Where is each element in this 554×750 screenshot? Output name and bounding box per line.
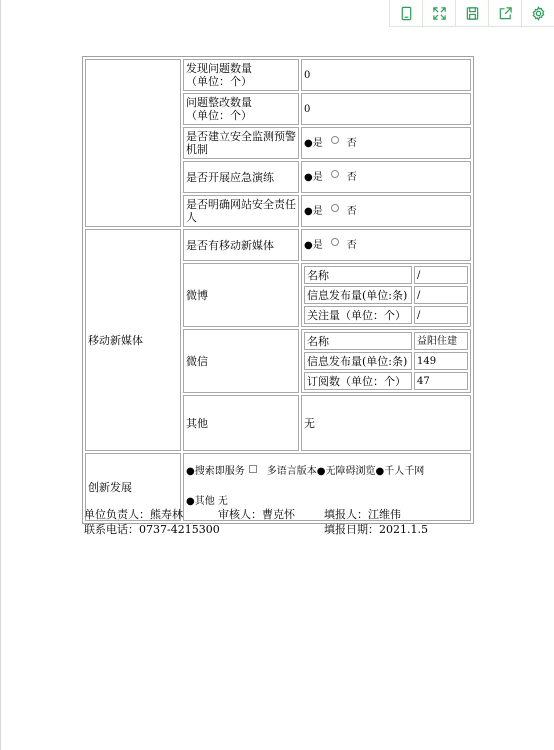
table-row — [304, 352, 468, 370]
radio-yes-selected[interactable]: ●是 — [304, 206, 323, 217]
filler: 填报人：江维伟 — [324, 508, 401, 521]
wechat-value: 47 — [414, 372, 468, 390]
contact-phone: 联系电话：0737-4215300 — [84, 523, 220, 536]
weibo-key: 信息发布量(单位:条) — [304, 286, 412, 304]
innovation-other[interactable]: ●其他 无 — [186, 496, 228, 507]
drill-label: 是否开展应急演练 — [183, 161, 299, 193]
radio-no[interactable] — [331, 204, 339, 212]
fixed-issues-label: 问题整改数量 （单位：个） — [183, 93, 299, 125]
other-media-label: 其他 — [183, 395, 299, 451]
drill-radio-group — [301, 161, 471, 193]
weibo-label: 微博 — [183, 263, 299, 327]
found-issues-value: 0 — [301, 59, 471, 91]
wechat-value: 益阳住建 — [414, 332, 468, 350]
has-mobile-radio-group — [301, 229, 471, 261]
table-row — [304, 266, 468, 284]
weibo-details-table — [302, 264, 470, 326]
multilang-checkbox[interactable] — [249, 465, 257, 473]
weibo-details-cell — [301, 263, 471, 327]
weibo-key: 关注量（单位：个） — [304, 306, 412, 324]
barrier-free-option[interactable]: ●无障碍浏览 — [316, 466, 376, 477]
wechat-key: 订阅数（单位：个） — [304, 372, 412, 390]
wechat-label: 微信 — [183, 329, 299, 393]
radio-yes-selected[interactable]: ●是 — [304, 138, 323, 149]
warning-mechanism-radio-group — [301, 127, 471, 159]
wechat-details-table — [302, 330, 470, 392]
table-row — [304, 332, 468, 350]
radio-yes-selected[interactable]: ●是 — [304, 172, 323, 183]
radio-yes-selected[interactable]: ●是 — [304, 240, 323, 251]
fullscreen-button[interactable] — [422, 0, 455, 27]
responsible-radio-group — [301, 195, 471, 227]
table-row — [304, 306, 468, 324]
wechat-value: 149 — [414, 352, 468, 370]
table-row — [304, 286, 468, 304]
fullscreen-icon — [432, 6, 447, 21]
export-icon — [498, 6, 513, 21]
table-row — [85, 59, 471, 91]
report-form-table — [82, 56, 474, 524]
personalized-option[interactable]: ●千人千网 — [375, 466, 425, 477]
save-button[interactable] — [455, 0, 488, 27]
radio-no-label: 否 — [346, 138, 357, 149]
warning-mechanism-label: 是否建立安全监测预警机制 — [183, 127, 299, 159]
save-icon — [465, 6, 480, 21]
reviewer: 审核人：曹克怀 — [218, 508, 295, 521]
other-media-value: 无 — [301, 395, 471, 451]
settings-button[interactable] — [521, 0, 554, 27]
has-mobile-label: 是否有移动新媒体 — [183, 229, 299, 261]
innovation-section-label: 创新发展 — [85, 453, 181, 521]
table-row — [85, 229, 471, 261]
settings-icon — [531, 6, 546, 21]
fixed-issues-value: 0 — [301, 93, 471, 125]
security-section-cell — [85, 59, 181, 227]
unit-head: 单位负责人：熊寿林 — [84, 508, 183, 521]
responsible-label: 是否明确网站安全责任人 — [183, 195, 299, 227]
innovation-line-1 — [186, 465, 468, 479]
table-row — [304, 372, 468, 390]
single-page-icon — [399, 6, 414, 21]
mobile-section-label: 移动新媒体 — [85, 229, 181, 451]
export-button[interactable] — [488, 0, 521, 27]
multilang-label: 多语言版本 — [266, 466, 317, 477]
found-issues-label: 发现问题数量 （单位：个） — [183, 59, 299, 91]
wechat-key: 名称 — [304, 332, 412, 350]
single-page-button[interactable] — [389, 0, 422, 27]
radio-no-label: 否 — [346, 206, 357, 217]
wechat-details-cell — [301, 329, 471, 393]
radio-no[interactable] — [331, 238, 339, 246]
wechat-key: 信息发布量(单位:条) — [304, 352, 412, 370]
search-service-option[interactable]: ●搜索即服务 — [186, 466, 245, 477]
weibo-value: / — [414, 306, 468, 324]
radio-no-label: 否 — [346, 172, 357, 183]
radio-no-label: 否 — [346, 240, 357, 251]
viewer-toolbar — [389, 0, 554, 26]
fill-date: 填报日期：2021.1.5 — [324, 523, 428, 536]
weibo-value: / — [414, 286, 468, 304]
radio-no[interactable] — [331, 136, 339, 144]
radio-no[interactable] — [331, 170, 339, 178]
page-edge — [0, 0, 1, 750]
weibo-value: / — [414, 266, 468, 284]
weibo-key: 名称 — [304, 266, 412, 284]
